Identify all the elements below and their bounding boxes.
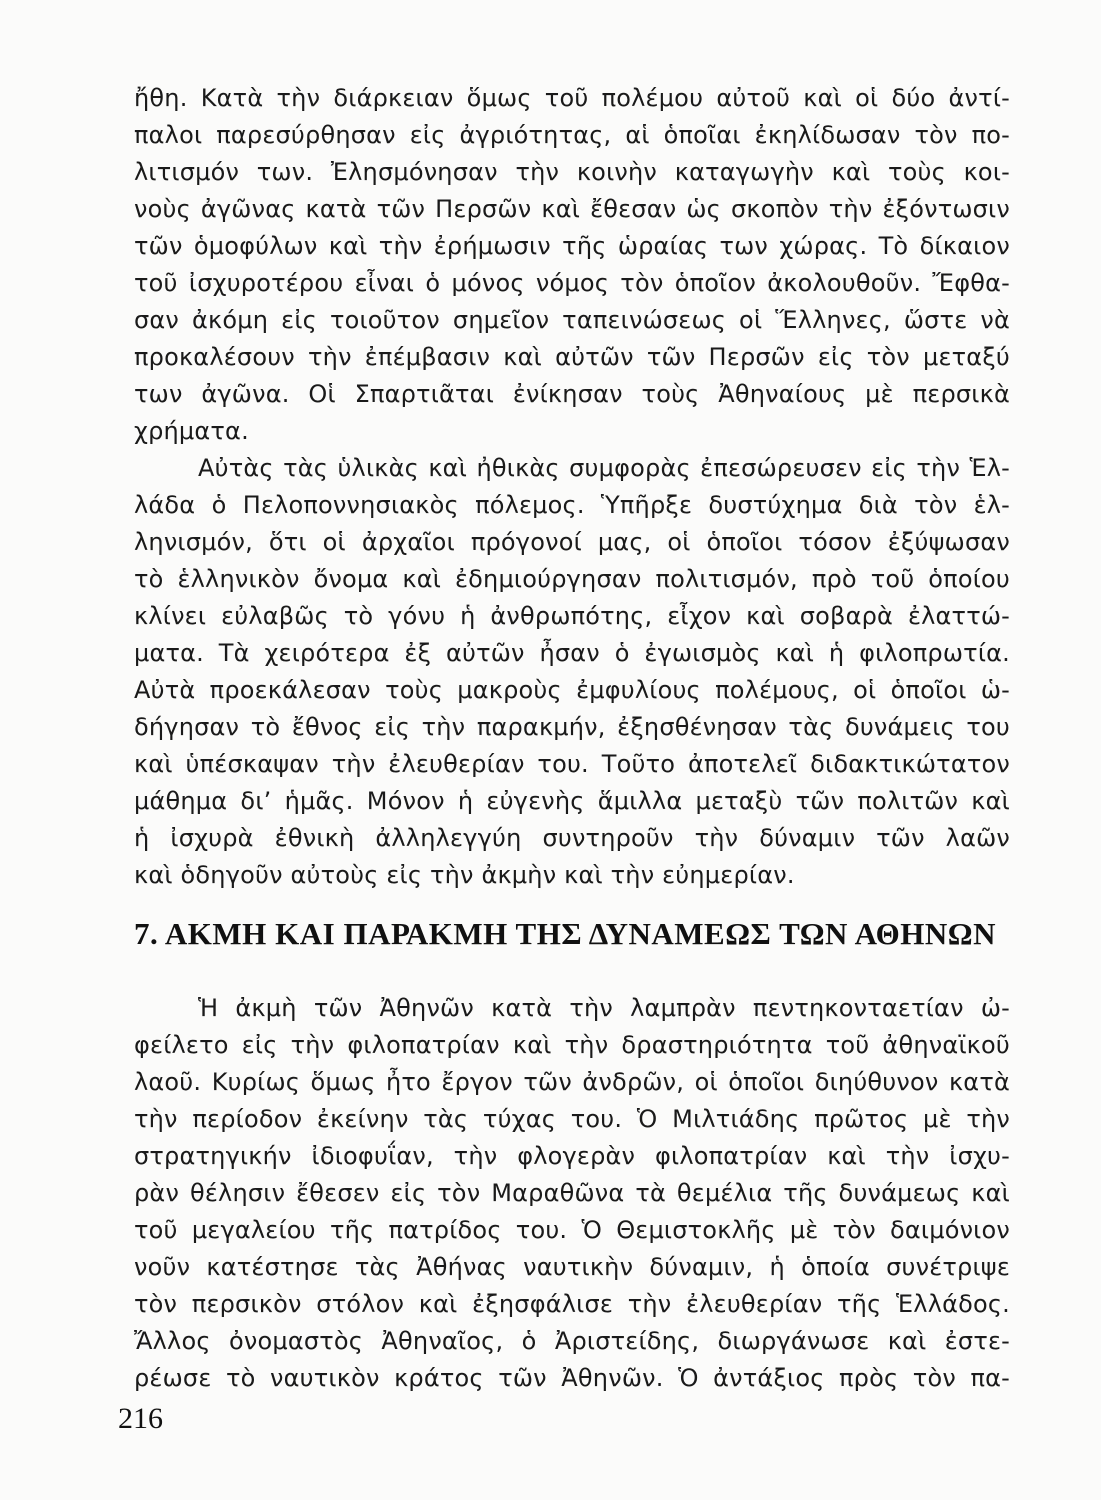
text-line: προκαλέσουν τὴν ἐπέμβασιν καὶ αὐτῶν τῶν Περσῶν εἰς τὸν μεταξύ [134, 343, 1010, 371]
text-line: Ἡ ἀκμὴ τῶν Ἀθηνῶν κατὰ τὴν λαμπρὰν πεντηκονταετίαν ὠ- [198, 994, 1010, 1022]
text-line: χρήματα. [134, 417, 249, 445]
text-line: λιτισμόν των. Ἐλησμόνησαν τὴν κοινὴν καταγωγὴν καὶ τοὺς κοι- [134, 158, 1010, 186]
text-line: κλίνει εὐλαβῶς τὸ γόνυ ἡ ἀνθρωπότης, εἶχον καὶ σοβαρὰ ἐλαττώ- [134, 602, 1010, 630]
text-line: δήγησαν τὸ ἔθνος εἰς τὴν παρακμήν, ἐξησθένησαν τὰς δυνάμεις του [134, 713, 1010, 741]
text-line: τὴν περίοδον ἐκείνην τὰς τύχας του. Ὁ Μιλτιάδης πρῶτος μὲ τὴν [134, 1105, 1010, 1133]
text-line: ἡ ἰσχυρὰ ἐθνικὴ ἀλληλεγγύη συντηροῦν τὴν δύναμιν τῶν λαῶν [134, 824, 1010, 852]
text-line: τὸ ἑλληνικὸν ὄνομα καὶ ἐδημιούργησαν πολιτισμόν, πρὸ τοῦ ὁποίου [134, 565, 1010, 593]
page-number: 216 [118, 1402, 163, 1435]
text-line: στρατηγικήν ἰδιοφυΐαν, τὴν φλογερὰν φιλοπατρίαν καὶ τὴν ἰσχυ- [134, 1142, 1010, 1170]
text-line: καὶ ὁδηγοῦν αὐτοὺς εἰς τὴν ἀκμὴν καὶ τὴν εὐημερίαν. [134, 861, 795, 889]
text-line: λαοῦ. Κυρίως ὅμως ἦτο ἔργον τῶν ἀνδρῶν, οἱ ὁποῖοι διηύθυνον κατὰ [134, 1068, 1010, 1096]
text-line: των ἀγῶνα. Οἱ Σπαρτιᾶται ἐνίκησαν τοὺς Ἀθηναίους μὲ περσικὰ [134, 380, 1010, 408]
text-line: τὸν περσικὸν στόλον καὶ ἐξησφάλισε τὴν ἐλευθερίαν τῆς Ἑλλάδος. [134, 1290, 1010, 1318]
text-line: νοὺς ἀγῶνας κατὰ τῶν Περσῶν καὶ ἔθεσαν ὡς σκοπὸν τὴν ἐξόντωσιν [134, 195, 1010, 223]
text-line: λάδα ὁ Πελοποννησιακὸς πόλεμος. Ὑπῆρξε δυστύχημα διὰ τὸν ἑλ- [134, 491, 1010, 519]
text-line: Αὐτὰς τὰς ὑλικὰς καὶ ἠθικὰς συμφορὰς ἐπεσώρευσεν εἰς τὴν Ἑλ- [198, 454, 1010, 482]
section-heading: 7. ΑΚΜΗ ΚΑΙ ΠΑΡΑΚΜΗ ΤΗΣ ΔΥΝΑΜΕΩΣ ΤΩΝ ΑΘΗΝΩΝ [134, 916, 996, 951]
text-line: ματα. Τὰ χειρότερα ἐξ αὐτῶν ἦσαν ὁ ἐγωισμὸς καὶ ἡ φιλοπρωτία. [134, 639, 1010, 667]
text-line: φείλετο εἰς τὴν φιλοπατρίαν καὶ τὴν δραστηριότητα τοῦ ἀθηναϊκοῦ [134, 1031, 1010, 1059]
text-line: ρέωσε τὸ ναυτικὸν κράτος τῶν Ἀθηνῶν. Ὁ ἀντάξιος πρὸς τὸν πα- [134, 1364, 1010, 1392]
text-line: τοῦ ἰσχυροτέρου εἶναι ὁ μόνος νόμος τὸν ὁποῖον ἀκολουθοῦν. Ἔφθα- [134, 269, 1010, 297]
text-line: Ἄλλος ὀνομαστὸς Ἀθηναῖος, ὁ Ἀριστείδης, διωργάνωσε καὶ ἐστε- [134, 1327, 1010, 1355]
text-line: παλοι παρεσύρθησαν εἰς ἀγριότητας, αἱ ὁποῖαι ἐκηλίδωσαν τὸν πο- [134, 121, 1010, 149]
text-line: καὶ ὑπέσκαψαν τὴν ἐλευθερίαν του. Τοῦτο ἀποτελεῖ διδακτικώτατον [134, 750, 1010, 778]
text-line: Αὐτὰ προεκάλεσαν τοὺς μακροὺς ἐμφυλίους πολέμους, οἱ ὁποῖοι ὡ- [134, 676, 1010, 704]
text-line: ρὰν θέλησιν ἔθεσεν εἰς τὸν Μαραθῶνα τὰ θεμέλια τῆς δυνάμεως καὶ [134, 1179, 1010, 1207]
text-line: ἤθη. Κατὰ τὴν διάρκειαν ὅμως τοῦ πολέμου αὐτοῦ καὶ οἱ δύο ἀντί- [134, 84, 1010, 112]
text-line: νοῦν κατέστησε τὰς Ἀθήνας ναυτικὴν δύναμιν, ἡ ὁποία συνέτριψε [134, 1253, 1010, 1281]
text-line: τοῦ μεγαλείου τῆς πατρίδος του. Ὁ Θεμιστοκλῆς μὲ τὸν δαιμόνιον [134, 1216, 1010, 1244]
text-line: μάθημα δι’ ἡμᾶς. Μόνον ἡ εὐγενὴς ἅμιλλα μεταξὺ τῶν πολιτῶν καὶ [134, 787, 1010, 815]
text-line: τῶν ὁμοφύλων καὶ τὴν ἐρήμωσιν τῆς ὡραίας των χώρας. Τὸ δίκαιον [134, 232, 1010, 260]
text-line: ληνισμόν, ὅτι οἱ ἀρχαῖοι πρόγονοί μας, οἱ ὁποῖοι τόσον ἐξύψωσαν [134, 528, 1010, 556]
text-line: σαν ἀκόμη εἰς τοιοῦτον σημεῖον ταπεινώσεως οἱ Ἕλληνες, ὥστε νὰ [134, 306, 1010, 334]
